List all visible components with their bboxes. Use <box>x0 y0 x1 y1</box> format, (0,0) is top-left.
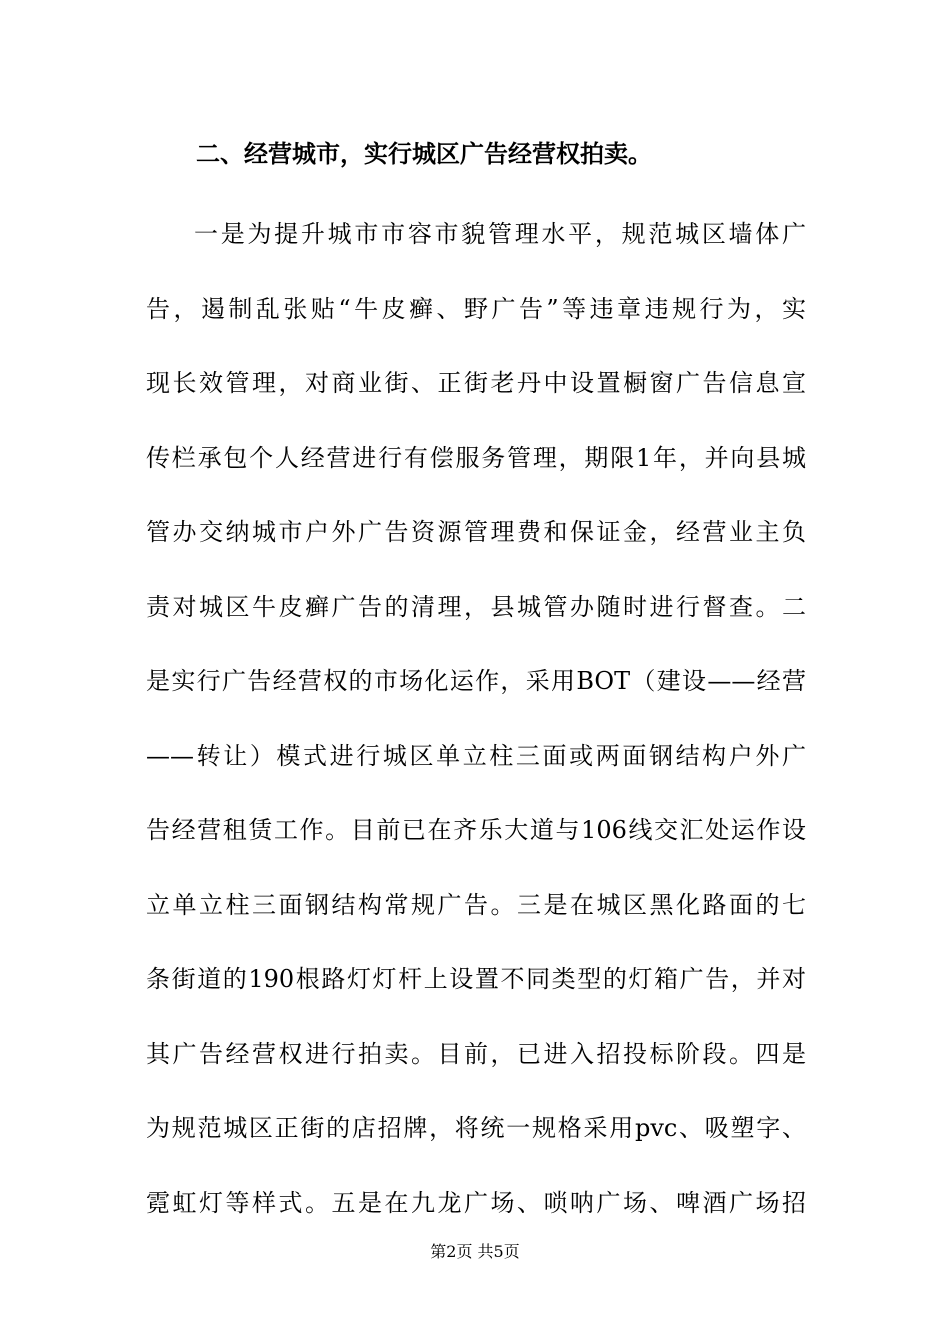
text-line: 告，遏制乱张贴“牛皮癣、野广告”等违章违规行为，实 <box>146 294 806 323</box>
text-line: 一是为提升城市市容市貌管理水平，规范城区墙体广 <box>194 220 806 248</box>
text-line: 传栏承包个人经营进行有偿服务管理，期限1年，并向县城 <box>146 443 806 472</box>
text-line: 管办交纳城市户外广告资源管理费和保证金，经营业主负 <box>146 518 806 546</box>
text-line: 条街道的190根路灯灯杆上设置不同类型的灯箱广告，并对 <box>146 965 806 993</box>
body-text <box>146 197 806 1240</box>
text-line: 责对城区牛皮癣广告的清理，县城管办随时进行督查。二 <box>146 592 806 621</box>
text-line: 为规范城区正街的店招牌，将统一规格采用pvc、吸塑字、 <box>146 1114 806 1142</box>
text-line: ——转让）模式进行城区单立柱三面或两面钢结构户外广 <box>146 741 806 770</box>
text-line: 现长效管理，对商业街、正街老丹中设置橱窗广告信息宣 <box>146 369 806 397</box>
page-number: 第2页 共5页 <box>430 1242 520 1261</box>
section-heading: 二、经营城市，实行城区广告经营权拍卖。 <box>196 140 652 168</box>
text-line: 告经营租赁工作。目前已在齐乐大道与106线交汇处运作设 <box>146 816 806 844</box>
text-line: 是实行广告经营权的市场化运作，采用BOT（建设——经营 <box>146 667 806 695</box>
text-line: 立单立柱三面钢结构常规广告。三是在城区黑化路面的七 <box>146 890 806 919</box>
text-line: 霓虹灯等样式。五是在九龙广场、唢呐广场、啤酒广场招 <box>146 1188 806 1217</box>
text-line: 其广告经营权进行拍卖。目前，已进入招投标阶段。四是 <box>146 1039 806 1068</box>
